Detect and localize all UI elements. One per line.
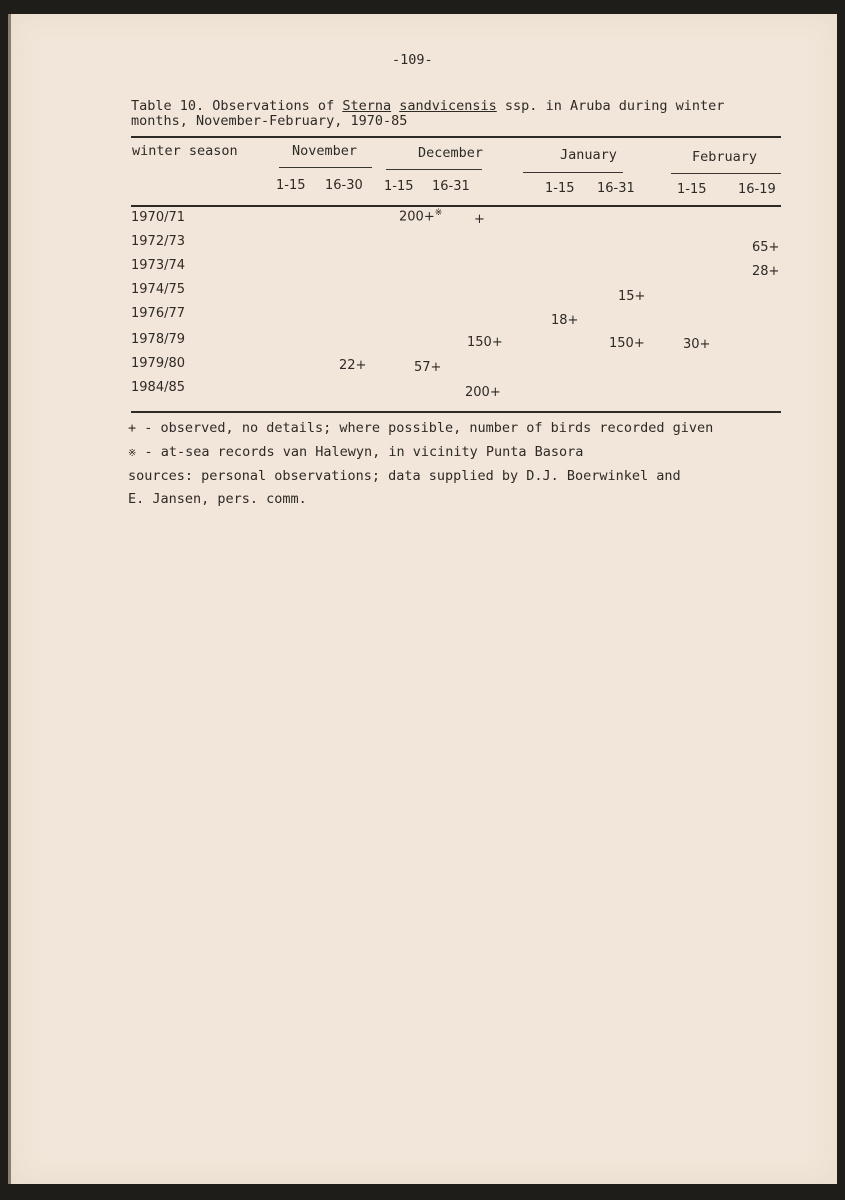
cell-1974-75-jan-16-31: 15+ [618,289,646,304]
season-1972-73: 1972/73 [131,234,186,249]
note-plus [128,420,713,436]
period-dec-1-15: 1-15 [384,179,414,194]
period-nov-1-15: 1-15 [276,178,306,193]
cell-1978-79-feb-1-15: 30+ [683,337,711,352]
header-bottom-rule [131,205,781,207]
star-symbol: ※ [128,448,137,459]
at-sea-marker: ※ [434,208,443,218]
document-page [8,14,837,1184]
cell-value: 200+ [399,209,435,225]
period-dec-16-31: 16-31 [432,179,470,194]
table-caption-line2: months, November-February, 1970-85 [131,113,408,129]
plus-symbol: + [128,420,137,436]
cell-1984-85-dec-16-31: 200+ [465,385,501,400]
cell-1979-80-dec-1-15: 57+ [414,360,442,375]
december-rule [386,169,482,170]
cell-1978-79-jan-16-31: 150+ [609,336,645,351]
february-rule [671,173,781,174]
note-star [128,444,583,460]
cell-1972-73-feb-16-19: 65+ [752,240,780,255]
cell-1970-71-dec-1-15 [399,208,442,224]
cell-1979-80-nov-16-30: 22+ [339,358,367,373]
season-1976-77: 1976/77 [131,306,186,321]
season-1979-80: 1979/80 [131,356,186,371]
month-december: December [418,145,484,161]
bleed-through-text [141,134,761,834]
cell-1973-74-feb-16-19: 28+ [752,264,780,279]
january-rule [523,172,623,173]
season-1974-75: 1974/75 [131,282,186,297]
table-caption-line1 [131,98,724,114]
caption-suffix: ssp. in Aruba during winter [496,98,725,114]
period-jan-16-31: 16-31 [597,181,635,196]
period-nov-16-30: 16-30 [325,178,363,193]
month-november: November [292,143,358,159]
season-1984-85: 1984/85 [131,380,186,395]
season-1978-79: 1978/79 [131,332,186,347]
star-note-text: - at-sea records van Halewyn, in vicinity Punta Basora [144,444,584,460]
cell-1978-79-dec-16-31: 150+ [467,335,503,350]
season-1973-74: 1973/74 [131,258,186,273]
month-february: February [692,149,758,165]
month-january: January [560,147,617,163]
period-jan-1-15: 1-15 [545,181,575,196]
season-1970-71: 1970/71 [131,210,186,225]
table-top-rule [131,136,781,138]
sources-line1: sources: personal observations; data supplied by D.J. Boerwinkel and [128,468,681,484]
sources-line2: E. Jansen, pers. comm. [128,491,307,507]
cell-1970-71-dec-16-31: + [474,212,485,227]
caption-prefix: Table 10. Observations of [131,98,343,114]
cell-1976-77-jan-1-15: 18+ [551,313,579,328]
november-rule [279,167,372,168]
page-number: -109- [392,52,433,68]
caption-epithet: sandvicensis [399,98,497,114]
plus-note-text: - observed, no details; where possible, number of birds recorded given [144,420,714,436]
row-header-label: winter season [132,143,238,159]
period-feb-1-15: 1-15 [677,182,707,197]
table-bottom-rule [131,411,781,413]
period-feb-16-19: 16-19 [738,182,776,197]
caption-genus: Sterna [342,98,392,114]
